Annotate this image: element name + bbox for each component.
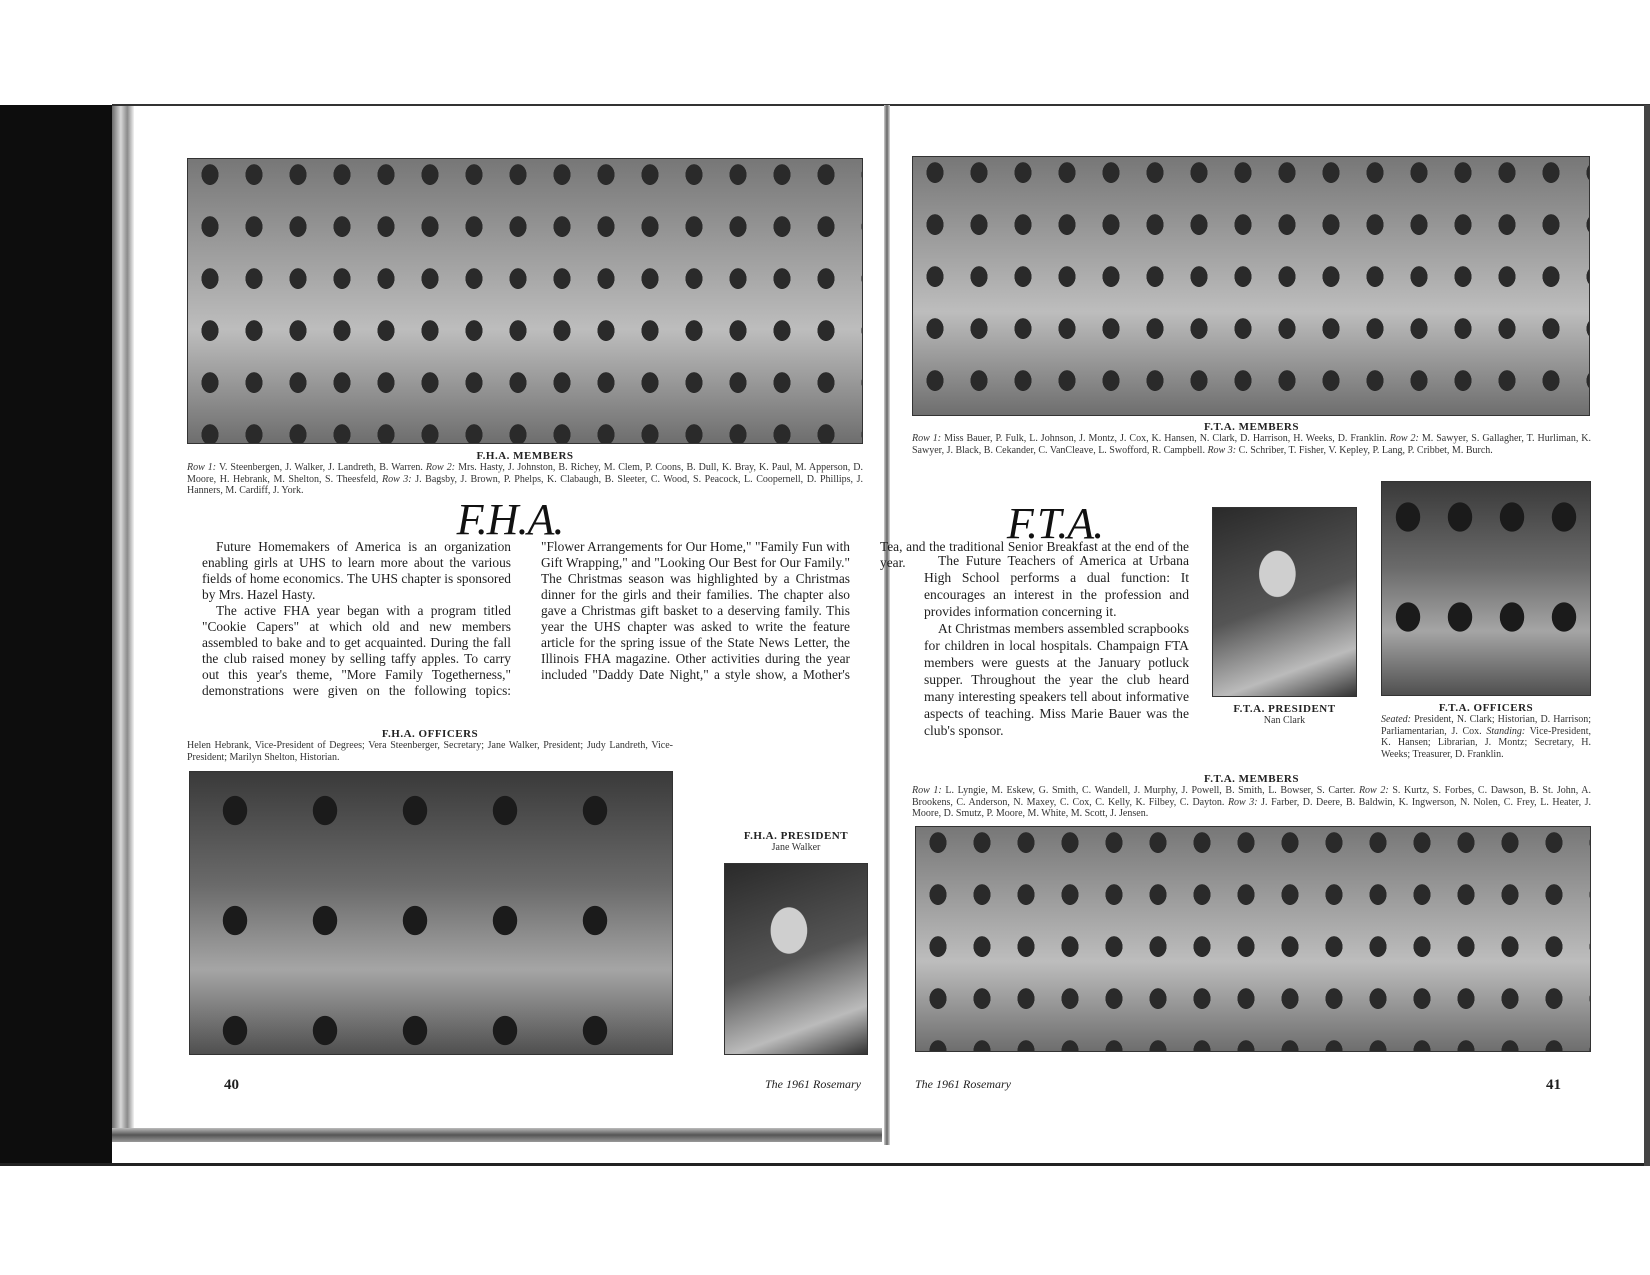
caption-title: F.T.A. MEMBERS xyxy=(1203,421,1299,433)
caption-text: Row 1: Miss Bauer, P. Fulk, L. Johnson, J. Montz, J. Cox, K. Hansen, N. Clark, D. Harrison, H. Weeks, D. Franklin. Row 2: M. Sawyer, S. Gallagher, T. Hurliman, K. Sawyer, J. Black, B. Cekander, C. VanCleave, L. Swofford, R. Campbell. Row 3: C. Schriber, T. Fisher, V. Kepley, P. Lang, P. Cribbet, M. Burch. xyxy=(912,433,1592,456)
fha-officers-caption xyxy=(187,728,673,763)
fta-heading: F.T.A. xyxy=(1006,499,1104,548)
caption-title: F.H.A. MEMBERS xyxy=(476,450,574,462)
fha-president-caption xyxy=(724,830,868,854)
caption-title: F.T.A. OFFICERS xyxy=(1438,702,1534,714)
page-number: 41 xyxy=(1546,1077,1561,1093)
running-title: The 1961 Rosemary xyxy=(915,1077,1011,1091)
scan-border xyxy=(0,105,112,1166)
caption-text: Helen Hebrank, Vice-President of Degrees; Vera Steenberger, Secretary; Jane Walker, President; Judy Landreth, Vice-President; Marilyn Shelton, Historian. xyxy=(187,740,673,763)
scan-bottom-edge xyxy=(0,1163,1650,1166)
fta-article xyxy=(924,552,1189,739)
caption-title: F.H.A. OFFICERS xyxy=(381,728,479,740)
scan-right-edge xyxy=(1644,105,1650,1166)
fta-president-caption xyxy=(1212,703,1357,727)
caption-text: Row 1: V. Steenbergen, J. Walker, J. Landreth, B. Warren. Row 2: Mrs. Hasty, J. Johnston, B. Richey, M. Clem, P. Coons, B. Dull, K. Bray, K. Paul, M. Apperson, D. Moore, H. Hebrank, M. Shelton, S. Theesfeld, Row 3: J. Bagsby, J. Brown, P. Phelps, K. Clabaugh, B. Sleeter, C. Wood, S. Peacock, L. Coopernell, D. Phillips, J. Hanners, M. Cardiff, J. York. xyxy=(187,462,864,496)
book-gutter xyxy=(884,105,890,1145)
page-top-edge xyxy=(112,104,1650,106)
fta-members-bottom-photo xyxy=(915,826,1591,1052)
book-binding xyxy=(112,105,134,1135)
caption-title: F.T.A. MEMBERS xyxy=(1203,773,1299,785)
fta-officers-caption xyxy=(1381,702,1591,760)
caption-text: Seated: President, N. Clark; Historian, D. Harrison; Parliamentarian, J. Cox. Standing: Vice-President, K. Hansen; Librarian, J. Montz; Secretary, H. Weeks; Treasurer, D. Franklin. xyxy=(1381,714,1592,760)
paragraph: The active FHA year began with a program titled "Cookie Capers" at which old and new members assembled to bake and to get acquainted. During the fall the club raised money by selling taffy apples. To carry out this year's theme, "More Family Togetherness," demonstrations were given on the following topics: "Flower Arrangements for Our Home," "Family Fun with Gift Wrapping," and "Looking Our Best for Our Family." The Christmas season was highlighted by a Christmas dinner for the girls and their families. The chapter also gave a Christmas gift basket to a deserving family. This year the UHS chapter was asked to write the feature article for the spring issue of the State News Letter, the Illinois FHA magazine. Other activities during the year included "Daddy Date Night," a style show, a Mother's Tea, and the traditional Senior Breakfast at the end of the year. xyxy=(202,539,1189,698)
fha-president-photo xyxy=(724,863,868,1055)
page-bottom-edge xyxy=(112,1128,882,1142)
paragraph: At Christmas members assembled scrapbooks for children in local hospitals. Champaign FTA members were guests at the January potluck supper. Throughout the year the club heard many interesting speakers tell about informative aspects of teaching. Miss Marie Bauer was the club's sponsor. xyxy=(924,621,1189,738)
fha-heading: F.H.A. xyxy=(456,495,564,544)
paragraph: The Future Teachers of America at Urbana High School performs a dual function: It encourages an interest in the profession and provides information concerning it. xyxy=(924,553,1189,619)
caption-title: F.T.A. PRESIDENT xyxy=(1233,703,1336,715)
fta-members-bottom-caption xyxy=(912,773,1591,820)
page-number: 40 xyxy=(224,1077,239,1093)
fta-members-top-photo xyxy=(912,156,1590,416)
fha-members-photo xyxy=(187,158,863,444)
president-name: Nan Clark xyxy=(1263,715,1306,726)
fha-members-caption xyxy=(187,450,863,497)
paragraph: Future Homemakers of America is an organization enabling girls at UHS to learn more about the various fields of home economics. The UHS chapter is sponsored by Mrs. Hazel Hasty. xyxy=(202,539,511,602)
caption-title: F.H.A. PRESIDENT xyxy=(743,830,849,842)
fta-members-top-caption xyxy=(912,421,1591,456)
caption-text: Row 1: L. Lyngie, M. Eskew, G. Smith, C. Wandell, J. Murphy, J. Powell, B. Smith, L. Bowser, S. Carter. Row 2: S. Kurtz, S. Forbes, C. Dawson, B. St. John, A. Brookens, C. Anderson, N. Maxey, C. Cox, C. Kelly, K. Filbey, C. Dayton. Row 3: J. Farber, D. Deere, B. Baldwin, K. Ingwerson, N. Nolen, C. Frey, L. Heater, J. Moore, D. Smutz, P. Moore, M. White, M. Scott, J. Jensen. xyxy=(912,785,1592,819)
fta-president-photo xyxy=(1212,507,1357,697)
running-title: The 1961 Rosemary xyxy=(765,1077,861,1091)
president-name: Jane Walker xyxy=(771,842,821,853)
fta-officers-photo xyxy=(1381,481,1591,696)
fha-officers-photo xyxy=(189,771,673,1055)
